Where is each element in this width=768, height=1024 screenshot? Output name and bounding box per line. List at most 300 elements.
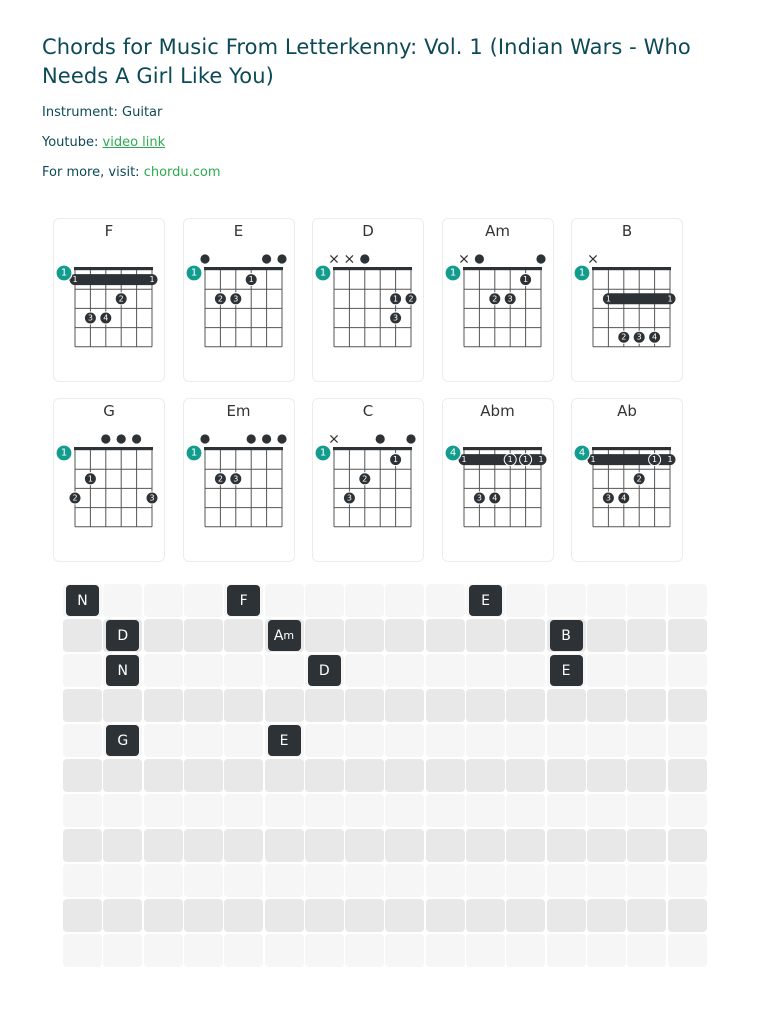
grid-cell — [547, 584, 586, 617]
grid-cell — [385, 899, 424, 932]
grid-cell — [265, 829, 304, 862]
barre — [70, 274, 158, 285]
page-title: Chords for Music From Letterkenny: Vol. 1 (Indian Wars - Who Needs A Girl Like You) — [42, 35, 691, 88]
grid-cell — [426, 864, 465, 897]
grid-cell — [63, 794, 102, 827]
grid-cell — [506, 689, 545, 722]
grid-cell — [466, 619, 505, 652]
grid-cell — [265, 654, 304, 687]
grid-cell — [265, 794, 304, 827]
open-string-marker — [406, 434, 415, 443]
grid-cell — [627, 654, 666, 687]
nut — [333, 447, 412, 450]
open-string-marker — [277, 434, 286, 443]
finger-number: 3 — [87, 313, 93, 323]
grid-cell — [587, 654, 626, 687]
grid-cell — [587, 724, 626, 757]
grid-cell — [627, 864, 666, 897]
finger-number: 1 — [522, 275, 528, 285]
chord-chip-root: F — [239, 592, 248, 609]
more-line — [42, 165, 221, 180]
grid-cell — [466, 724, 505, 757]
fret-number: 1 — [190, 447, 197, 459]
finger-number: 1 — [393, 455, 399, 465]
chord-name: Am — [485, 222, 510, 240]
grid-cell — [184, 829, 223, 862]
fret-number: 1 — [578, 267, 586, 279]
grid-cell — [103, 934, 142, 967]
grid-cell — [345, 829, 384, 862]
chord-chip[interactable] — [66, 585, 99, 616]
finger-number: 3 — [636, 332, 642, 342]
grid-cell — [627, 724, 666, 757]
grid-cell — [63, 619, 102, 652]
grid-cell — [668, 829, 707, 862]
chord-chip-root: N — [77, 592, 88, 609]
chord-name: Em — [226, 402, 251, 420]
grid-cell — [144, 654, 183, 687]
fret-number: 4 — [578, 447, 586, 459]
grid-cell — [385, 584, 424, 617]
grid-cell — [305, 689, 344, 722]
grid-cell — [668, 864, 707, 897]
open-string-marker — [246, 434, 255, 443]
grid-cell — [587, 934, 626, 967]
finger-number: 1 — [248, 275, 254, 285]
grid-cell — [426, 829, 465, 862]
grid-cell — [345, 654, 384, 687]
grid-cell — [587, 899, 626, 932]
chord-card-b[interactable] — [571, 218, 683, 382]
finger-number: 2 — [72, 493, 78, 503]
grid-cell — [305, 619, 344, 652]
chord-chip-root: E — [561, 662, 571, 679]
grid-cell — [426, 899, 465, 932]
grid-cell — [385, 759, 424, 792]
grid-cell — [63, 829, 102, 862]
grid-cell — [103, 794, 142, 827]
grid-cell — [305, 759, 344, 792]
grid-cell — [184, 584, 223, 617]
nut — [592, 447, 671, 450]
grid-cell — [466, 654, 505, 687]
grid-cell — [103, 759, 142, 792]
grid-cell — [547, 689, 586, 722]
chord-diagram — [184, 219, 296, 383]
grid-cell — [345, 864, 384, 897]
grid-cell — [587, 689, 626, 722]
nut — [204, 447, 283, 450]
grid-cell — [426, 759, 465, 792]
fret-number: 1 — [190, 267, 197, 279]
grid-cell — [547, 864, 586, 897]
barre-finger-label: 1 — [605, 294, 611, 304]
chord-name: Abm — [480, 402, 515, 420]
grid-cell — [144, 934, 183, 967]
grid-cell — [466, 934, 505, 967]
grid-cell — [547, 899, 586, 932]
grid-cell — [103, 829, 142, 862]
instrument-line: Instrument: Guitar — [42, 105, 163, 120]
open-string-marker — [474, 254, 483, 263]
grid-cell — [547, 934, 586, 967]
grid-cell — [385, 619, 424, 652]
muted-string-marker — [346, 255, 353, 262]
finger-number: 3 — [476, 493, 482, 503]
grid-cell — [668, 899, 707, 932]
fret-number: 1 — [60, 447, 68, 459]
grid-cell — [305, 724, 344, 757]
barre-finger-label: 1 — [72, 275, 78, 285]
finger-number: 1 — [393, 294, 399, 304]
grid-cell — [426, 619, 465, 652]
grid-cell — [385, 829, 424, 862]
nut — [333, 267, 412, 270]
finger-number: 1 — [507, 455, 513, 465]
grid-cell — [587, 829, 626, 862]
chord-card-e[interactable] — [183, 218, 295, 382]
grid-cell — [144, 724, 183, 757]
open-string-marker — [200, 254, 209, 263]
grid-cell — [63, 724, 102, 757]
chord-chip-root: A — [273, 627, 284, 644]
grid-cell — [224, 794, 263, 827]
chord-card-c[interactable] — [312, 398, 424, 562]
grid-cell — [668, 689, 707, 722]
chord-name: D — [362, 222, 374, 240]
grid-cell — [63, 689, 102, 722]
chord-chip-quality: m — [283, 629, 295, 642]
grid-cell — [627, 794, 666, 827]
chord-name: B — [621, 222, 633, 240]
chord-chip[interactable] — [550, 655, 583, 686]
grid-cell — [305, 829, 344, 862]
grid-cell — [63, 934, 102, 967]
grid-cell — [345, 619, 384, 652]
chord-card-d[interactable] — [312, 218, 424, 382]
grid-cell — [144, 584, 183, 617]
grid-cell — [506, 934, 545, 967]
finger-number: 4 — [652, 332, 658, 342]
grid-cell — [103, 689, 142, 722]
grid-cell — [345, 689, 384, 722]
barre-finger-label: 1 — [590, 455, 596, 465]
finger-number: 4 — [491, 493, 497, 503]
chord-chip[interactable] — [469, 585, 502, 616]
grid-cell — [265, 584, 304, 617]
grid-cell — [345, 584, 384, 617]
grid-cell — [426, 689, 465, 722]
grid-cell — [144, 829, 183, 862]
fret-number: 1 — [319, 447, 327, 459]
grid-cell — [385, 689, 424, 722]
grid-cell — [506, 759, 545, 792]
barre — [603, 293, 676, 304]
grid-cell — [184, 864, 223, 897]
chord-chip-root: E — [481, 592, 490, 609]
grid-cell — [305, 584, 344, 617]
grid-cell — [265, 689, 304, 722]
grid-cell — [426, 794, 465, 827]
grid-cell — [184, 794, 223, 827]
chord-chip-root: D — [318, 662, 330, 679]
grid-cell — [305, 899, 344, 932]
grid-cell — [587, 794, 626, 827]
grid-cell — [627, 584, 666, 617]
barre-finger-label: 1 — [460, 455, 467, 465]
chord-diagram — [572, 219, 684, 383]
grid-cell — [506, 619, 545, 652]
grid-cell — [385, 724, 424, 757]
chord-sequence-grid — [63, 584, 708, 969]
nut — [74, 267, 153, 270]
grid-cell — [466, 864, 505, 897]
grid-cell — [506, 899, 545, 932]
muted-string-marker — [330, 435, 337, 442]
grid-cell — [547, 724, 586, 757]
nut — [74, 447, 153, 450]
grid-cell — [668, 759, 707, 792]
grid-cell — [305, 794, 344, 827]
fret-number: 4 — [449, 447, 456, 459]
muted-string-marker — [589, 255, 596, 262]
nut — [463, 447, 542, 450]
chord-chip[interactable] — [106, 655, 139, 686]
grid-cell — [426, 584, 465, 617]
grid-cell — [668, 619, 707, 652]
chord-chip[interactable] — [227, 585, 260, 616]
grid-cell — [184, 759, 223, 792]
grid-cell — [144, 899, 183, 932]
finger-number: 2 — [621, 332, 627, 342]
grid-cell — [265, 864, 304, 897]
open-string-marker — [262, 254, 271, 263]
chord-chip-root: G — [117, 732, 129, 749]
nut — [463, 267, 542, 270]
open-string-marker — [132, 434, 141, 443]
grid-cell — [224, 759, 263, 792]
grid-cell — [668, 934, 707, 967]
chord-chip[interactable] — [268, 620, 301, 651]
chord-chip-root: E — [279, 732, 289, 749]
grid-cell — [103, 899, 142, 932]
grid-cell — [385, 794, 424, 827]
grid-cell — [144, 759, 183, 792]
chord-card-f[interactable] — [53, 218, 165, 382]
grid-cell — [265, 899, 304, 932]
chord-name: G — [103, 402, 115, 420]
open-string-marker — [200, 434, 209, 443]
grid-cell — [224, 899, 263, 932]
chord-card-em[interactable] — [183, 398, 295, 562]
open-string-marker — [117, 434, 126, 443]
chord-name: E — [233, 222, 244, 240]
grid-cell — [385, 654, 424, 687]
chord-diagram — [313, 219, 425, 383]
finger-number: 1 — [522, 455, 528, 465]
finger-number: 1 — [652, 455, 658, 465]
muted-string-marker — [460, 255, 467, 262]
grid-cell — [224, 829, 263, 862]
grid-cell — [305, 934, 344, 967]
chord-chip-root: N — [117, 662, 129, 679]
grid-cell — [506, 654, 545, 687]
finger-number: 2 — [491, 294, 497, 304]
fret-number: 1 — [449, 267, 456, 279]
chord-name: C — [362, 402, 374, 420]
grid-cell — [466, 759, 505, 792]
chord-name: F — [104, 222, 114, 240]
more-label: For more, visit: — [42, 165, 144, 180]
grid-cell — [466, 794, 505, 827]
finger-number: 2 — [217, 474, 223, 484]
barre — [588, 454, 676, 465]
youtube-label: Youtube: — [42, 135, 103, 150]
grid-cell — [345, 759, 384, 792]
grid-cell — [265, 759, 304, 792]
chord-diagram — [443, 219, 555, 383]
chord-chip[interactable] — [550, 620, 583, 651]
chord-card-abm[interactable] — [442, 398, 554, 562]
finger-number: 1 — [87, 474, 93, 484]
video-link[interactable]: video link — [102, 135, 166, 150]
chord-diagram — [54, 399, 166, 563]
finger-number: 4 — [103, 313, 109, 323]
finger-number: 3 — [232, 294, 238, 304]
chord-diagram — [184, 399, 296, 563]
grid-cell — [587, 619, 626, 652]
finger-number: 3 — [605, 493, 611, 503]
grid-cell — [587, 864, 626, 897]
chord-card-am[interactable] — [442, 218, 554, 382]
youtube-line — [42, 135, 165, 150]
finger-number: 4 — [621, 493, 627, 503]
grid-cell — [345, 724, 384, 757]
chord-diagram — [54, 219, 166, 383]
finger-number: 3 — [393, 313, 399, 323]
grid-cell — [547, 794, 586, 827]
open-string-marker — [360, 254, 369, 263]
open-string-marker — [262, 434, 271, 443]
grid-cell — [63, 899, 102, 932]
grid-cell — [506, 794, 545, 827]
grid-cell — [345, 794, 384, 827]
chord-chip[interactable] — [308, 655, 341, 686]
nut — [204, 267, 283, 270]
grid-cell — [466, 829, 505, 862]
grid-cell — [224, 934, 263, 967]
grid-cell — [547, 759, 586, 792]
barre-finger-label: 1 — [667, 294, 673, 304]
grid-cell — [63, 654, 102, 687]
grid-cell — [506, 584, 545, 617]
open-string-marker — [536, 254, 545, 263]
chord-card-g[interactable] — [53, 398, 165, 562]
fret-number: 1 — [60, 267, 68, 279]
grid-cell — [345, 899, 384, 932]
grid-cell — [184, 724, 223, 757]
grid-cell — [224, 654, 263, 687]
grid-cell — [466, 689, 505, 722]
chord-chip-root: B — [561, 627, 571, 644]
barre-finger-label: 1 — [537, 455, 544, 465]
grid-cell — [506, 829, 545, 862]
open-string-marker — [277, 254, 286, 263]
grid-cell — [144, 689, 183, 722]
finger-number: 3 — [346, 493, 352, 503]
barre-finger-label: 1 — [149, 275, 155, 285]
grid-cell — [627, 934, 666, 967]
grid-cell — [587, 584, 626, 617]
grid-cell — [547, 829, 586, 862]
grid-cell — [385, 934, 424, 967]
grid-cell — [466, 899, 505, 932]
grid-cell — [305, 864, 344, 897]
grid-cell — [627, 689, 666, 722]
grid-cell — [627, 829, 666, 862]
muted-string-marker — [330, 255, 337, 262]
finger-number: 2 — [636, 474, 642, 484]
chord-chip[interactable] — [106, 620, 139, 651]
grid-cell — [627, 899, 666, 932]
grid-cell — [224, 864, 263, 897]
grid-cell — [144, 864, 183, 897]
finger-number: 2 — [217, 294, 223, 304]
grid-cell — [184, 899, 223, 932]
grid-cell — [345, 934, 384, 967]
finger-number: 2 — [362, 474, 368, 484]
finger-number: 3 — [232, 474, 238, 484]
chordu-link[interactable]: chordu.com — [143, 165, 221, 180]
grid-cell — [627, 619, 666, 652]
chord-chip[interactable] — [106, 725, 139, 756]
grid-cell — [63, 759, 102, 792]
grid-cell — [184, 654, 223, 687]
grid-cell — [63, 864, 102, 897]
chord-diagram — [443, 399, 555, 563]
chord-chip-root: D — [117, 627, 129, 644]
chord-card-ab[interactable] — [571, 398, 683, 562]
grid-cell — [668, 724, 707, 757]
grid-cell — [668, 584, 707, 617]
grid-cell — [385, 864, 424, 897]
grid-cell — [426, 934, 465, 967]
finger-number: 3 — [149, 493, 155, 503]
grid-cell — [506, 864, 545, 897]
grid-cell — [224, 689, 263, 722]
grid-cell — [426, 654, 465, 687]
finger-number: 3 — [507, 294, 513, 304]
fret-number: 1 — [319, 267, 327, 279]
grid-cell — [426, 724, 465, 757]
barre-finger-label: 1 — [667, 455, 673, 465]
grid-cell — [506, 724, 545, 757]
grid-cell — [184, 689, 223, 722]
grid-cell — [144, 619, 183, 652]
chord-chip[interactable] — [268, 725, 301, 756]
open-string-marker — [101, 434, 110, 443]
grid-cell — [184, 934, 223, 967]
finger-number: 2 — [118, 294, 124, 304]
chord-diagram — [313, 399, 425, 563]
open-string-marker — [376, 434, 385, 443]
chord-diagram — [572, 399, 684, 563]
chord-name: Ab — [617, 402, 637, 420]
grid-cell — [103, 864, 142, 897]
grid-cell — [668, 794, 707, 827]
grid-cell — [144, 794, 183, 827]
grid-cell — [668, 654, 707, 687]
